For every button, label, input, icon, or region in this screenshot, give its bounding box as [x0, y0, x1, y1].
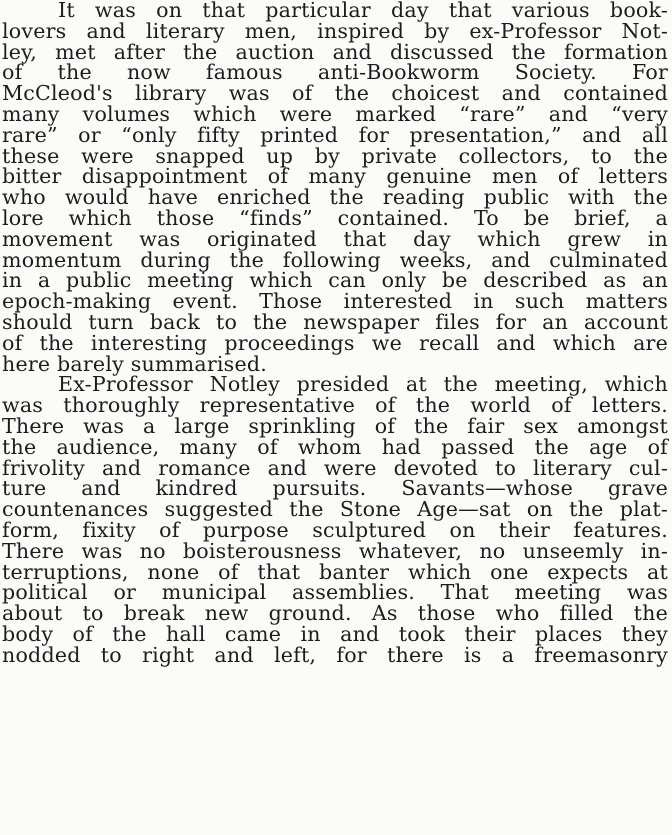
text-line: should turn back to the newspaper files for an account [2, 309, 668, 334]
text-line: form, fixity of purpose sculptured on their features. [2, 517, 668, 542]
text-line: many volumes which were marked “rare” and “very [2, 101, 668, 126]
text-line: It was on that particular day that various book- [58, 0, 668, 22]
text-line: about to break new ground. As those who filled the [2, 601, 668, 626]
text-line: momentum during the following weeks, and culminated [2, 247, 668, 272]
text-line: rare” or “only fifty printed for presentation,” and all [2, 122, 668, 147]
text-line: bitter disappointment of many genuine men of letters [2, 164, 668, 189]
text-line: of the now famous anti-Bookworm Society. For [2, 60, 668, 85]
text-line: here barely summarised. [2, 351, 267, 376]
text-line: political or municipal assemblies. That meeting was [2, 580, 668, 605]
text-line: Ex-Professor Notley presided at the meeting, which [58, 372, 668, 397]
text-line: lovers and literary men, inspired by ex-Professor Not- [2, 18, 668, 43]
article-column [2, 0, 668, 666]
text-line: terruptions, none of that banter which one expects at [2, 559, 668, 584]
text-line: body of the hall came in and took their places they [2, 621, 668, 646]
text-line: McCleod's library was of the choicest and contained [2, 81, 668, 106]
text-line: of the interesting proceedings we recall and which are [2, 330, 668, 355]
text-line: epoch-making event. Those interested in such matters [2, 289, 668, 314]
text-line: There was a large sprinkling of the fair sex amongst [2, 413, 668, 438]
text-line: who would have enriched the reading public with the [2, 185, 668, 210]
text-line: movement was originated that day which grew in [2, 226, 668, 251]
text-line: nodded to right and left, for there is a freemasonry [2, 642, 668, 667]
text-line: was thoroughly representative of the world of letters. [2, 393, 668, 418]
text-line: There was no boisterousness whatever, no unseemly in- [2, 538, 668, 563]
text-line: lore which those “finds” contained. To be brief, a [2, 205, 668, 230]
text-line: ley, met after the auction and discussed the formation [2, 39, 668, 64]
text-line: the audience, many of whom had passed the age of [2, 434, 668, 459]
text-line: frivolity and romance and were devoted to literary cul- [2, 455, 668, 480]
paragraph-1 [2, 0, 668, 374]
paragraph-2 [2, 374, 668, 665]
text-line: ture and kindred pursuits. Savants—whose grave [2, 476, 668, 501]
text-line: in a public meeting which can only be described as an [2, 268, 668, 293]
text-line: countenances suggested the Stone Age—sat on the plat- [2, 497, 668, 522]
text-line: these were snapped up by private collectors, to the [2, 143, 668, 168]
